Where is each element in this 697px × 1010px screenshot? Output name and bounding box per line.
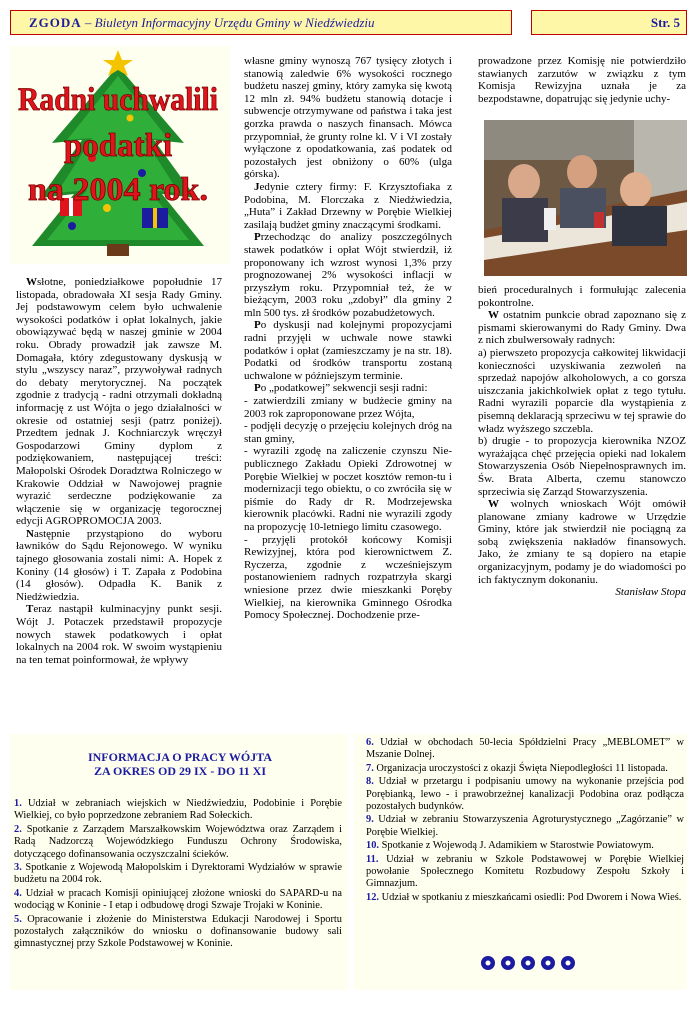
article-column-2 (244, 55, 452, 622)
info-list-item (366, 892, 684, 904)
dropcap: N (26, 527, 34, 540)
article-paragraph: prowadzone przez Komisję nie potwierdziło stawianych zarzutów w związku z tym Komisja Rewizyjna uznała je za bezpodstawne, dopatrując się jedynie uchy- (478, 55, 686, 105)
info-list-item (14, 862, 342, 887)
info-list-item (14, 888, 342, 913)
info-item-text: Spotkanie z Wojewodą Małopolskim i Dyrektorami Wydziałów w sprawie budżetu na 2004 rok. (14, 862, 342, 886)
page-number-box (531, 10, 687, 35)
info-item-number: 11. (366, 853, 379, 865)
article-column-3 (478, 284, 686, 599)
dropcap: P (254, 231, 261, 244)
info-list-left (14, 798, 342, 952)
info-list-item (14, 914, 342, 951)
info-item-number: 3. (14, 862, 22, 874)
header-dash: – (81, 14, 95, 30)
info-list-item (366, 776, 684, 813)
header-bar (10, 10, 512, 35)
article-column-3-top (478, 55, 686, 105)
dropcap: T (26, 603, 34, 616)
session-photo (484, 120, 687, 276)
info-list-item (366, 737, 684, 762)
headline-line-3: na 2004 rok. (28, 172, 208, 208)
publication-subtitle: Biuletyn Informacyjny Urzędu Gminy w Niedźwiedziu (94, 14, 375, 30)
info-list-item (366, 814, 684, 839)
info-item-number: 7. (366, 762, 374, 774)
headline-line-2: podatki (63, 128, 173, 164)
list-item: - zatwierdzili zmiany w budżecie gminy na 2003 rok zaproponowane przez Wójta, (244, 395, 452, 420)
info-item-text: Spotkanie z Wojewodą J. Adamikiem w Starostwie Powiatowym. (379, 840, 654, 852)
list-item: a) pierwszeto propozycja całkowitej likwidacji konieczności uzyskiwania zezwoleń na sprzedaż napojów alkoholowych, a co gorsza uiszczania jakichkolwiek opłat z tego tytułu. Radni wyrazili poparcie dla wystąpienia z pisemną deklaracją sprzeciwu w tej sprawie do władz wyższego szczebla. (478, 346, 686, 435)
article-paragraph: o dyskusji nad kolejnymi propozycjami radni przyjęli w uchwale nowe stawki podatków i opłat (zamieszczamy je na str. 18). Podatki od środków transportu zostaną uchwalone w późniejszym terminie. (244, 319, 452, 382)
info-item-number: 1. (14, 798, 22, 809)
info-item-number: 9. (366, 814, 374, 826)
snowflake-ornament-icon (478, 948, 578, 978)
dropcap: W (488, 498, 499, 511)
info-item-text: Udział w spotkaniu z mieszkańcami osiedli: Pod Dworem i Nowa Wieś. (379, 891, 682, 903)
article-column-1 (16, 276, 222, 666)
publication-name: ZGODA (29, 14, 82, 30)
info-item-number: 10. (366, 840, 379, 852)
info-item-text: Opracowanie i złożenie do Ministerstwa Edukacji Narodowej i Sportu pozostałych załączników do wniosku o dofinansowanie budowy sali gimnastycznej przy Szkole Podstawowej w Koninie. (14, 913, 342, 950)
article-paragraph: eraz nastąpił kulminacyjny punkt sesji. Wójt J. Potaczek przedstawił propozycje nowych stawek podatkowych i opłat lokalnych na 2004 rok. W swoim wystąpieniu na ten temat poinformował, że wpływy (16, 603, 222, 666)
article-paragraph: bień proceduralnych i formułując zalecenia pokontrolne. (478, 284, 686, 309)
info-item-text: Udział w obchodach 50-lecia Spółdzielni Pracy „MEBLOMET” w Mszanie Dolnej. (366, 737, 684, 761)
info-title (20, 750, 340, 778)
info-item-text: Spotkanie z Zarządem Marszałkowskim Województwa oraz Zarządem i Radą Nadzorczą Wojewódzkiego Funduszu Ochrony Środowiska, dotyczącego dofinansowania oczyszczalni ścieków. (14, 823, 342, 860)
article-paragraph: o „podatkowej” sekwencji sesji radni: (260, 382, 428, 395)
article-paragraph: wolnych wnioskach Wójt omówił planowane zmiany kadrowe w Urzędzie Gminy, które jak stwierdził nie pociągną za sobą zwiększenia nakładów finansowych. Jako, że zmiany te są dopiero na etapie organizacyjnym, podamy je do wiadomości po ich faktycznym dokonaniu. (478, 498, 686, 586)
info-item-text: Organizacja uroczystości z okazji Święta Niepodległości 11 listopada. (373, 762, 668, 774)
info-item-text: Udział w pracach Komisji opiniującej złożone wnioski do SAPARD-u na wodociąg w Koninie - I etap i odbudowę drogi Szwaje Trojaki w Koninie. (14, 887, 342, 912)
dropcap: J (254, 180, 260, 193)
info-item-text: Udział w przetargu i podpisaniu umowy na wykonanie przejścia pod Porębianką, lewo - i prawobrzeżnej kanalizacji Podobina oraz podłącza pozostałych budynków. (366, 776, 684, 813)
list-item: - przyjęli protokół końcowy Komisji Rewizyjnej, która pod kierownictwem Z. Ryczerza, zgodnie z wcześniejszym postanowieniem radnych rozpatrzyła skargi wniesione przez dwie mieszkanki Poręby Wielkiej, na kierownika Gminnego Ośrodka Pomocy Społecznej. Dochodzenie prze- (244, 533, 452, 622)
info-item-number: 8. (366, 776, 374, 788)
article-paragraph: astępnie przystąpiono do wyboru ławników do Sądu Rejonowego. W wyniku tajnego głosowania zostali nimi: A. Hopek z Koniny (14 głosów) i T. Zapała z Podobina (14 głosów). Odpadła K. Banik z Niedźwiedzia. (16, 527, 222, 603)
dropcap: P (254, 382, 261, 395)
info-title-line-1: INFORMACJA O PRACY WÓJTA (87, 750, 273, 764)
headline-line-1: Radni uchwalili (18, 82, 218, 118)
christmas-tree-headline-art (12, 48, 224, 258)
info-list-item (14, 798, 342, 823)
info-item-text: Udział w zebraniu Stowarzyszenia Agroturystycznego „Zagórzanie” w Porębie Wielkiej. (366, 814, 684, 838)
article-paragraph: edynie cztery firmy: F. Krzysztofiaka z Podobina, M. Florczaka z Niedźwiedzia, „Huta” i Zakład Drzewny w Porębie Wielkiej zasilają budżet gminy znaczącymi środkami. (244, 180, 452, 231)
list-item: - podjęli decyzję o przejęciu kolejnych dróg na stan gminy, (244, 420, 452, 445)
info-item-number: 5. (14, 913, 22, 925)
article-paragraph: rzechodząc do analizy poszczególnych stawek podatków i opłat Wójt stwierdził, iż proponowany ich wzrost wynosi 1,3% przy prognozowanej 2% wysokości inflacji w przyszłym roku. Przypomniał też, że w bieżącym, 2003 roku „zdobył” dla gminy 2 mln 500 tys. zł środków pozabudżetowych. (244, 231, 452, 319)
info-list-item (366, 840, 684, 852)
dropcap: W (488, 309, 499, 322)
info-list-item (14, 824, 342, 861)
dropcap: W (26, 276, 37, 288)
info-title-line-2: ZA OKRES OD 29 IX - DO 11 XI (93, 764, 267, 778)
info-item-number: 12. (366, 891, 379, 903)
list-item: - wyrazili zgodę na zaliczenie czynszu Nie-publicznego Zakładu Opieki Zdrowotnej w Porębie Wielkiej w poczet kosztów remon-tu i modernizacji tego obiektu, o co zwróciła się w piśmie do Rady dr R. Modrzejewska kierownik placówki. Radni nie wyrazili zgody na propozycję 10-letniego limitu czasowego. (244, 445, 452, 533)
article-paragraph: ostatnim punkcie obrad zapoznano się z pismami skierowanymi do Rady Gminy. Dwa z nich zbulwersowały radnych: (478, 309, 686, 347)
article-paragraph: własne gminy wynoszą 767 tysięcy złotych i stanowią zaledwie 6% wysokości rocznego budżetu naszej gminy, który zamyka się kwotą 12 mln zł. 94% budżetu stanowią dotacje i subwencje otrzymywane od państwa i taka jest gorzka prawda o naszych finansach. Mówca przypomniał, że grunty rolne kl. V i VI zostały wyłączone z opodatkowania, zaś podatek od pozostałych jest obniżony o 60% (ulga górska). (244, 55, 452, 181)
author-signature: Stanisław Stopa (615, 586, 686, 599)
info-list-right (366, 737, 684, 905)
article-paragraph: słotne, poniedziałkowe popołudnie 17 listopada, obradowała XI sesja Rady Gminy. Jej podstawowym celem było uchwalenie wysokości podatków i opłat lokalnych, jakie obowiązywać będą w naszej gminie w 2004 roku. Obrady prowadził jak zawsze M. Domagała, który zdegustowany dyskusją w stylu „wszyscy naraz”, przywoływał radnych do debaty merytorycznej. Na początek zgodnie z tradycją - radni otrzymali dokładną informację z ust Wójta o jego działalności w okresie od ostatniej sesji (patrz poniżej). Przedtem jednak J. Kochniarczyk wręczył Gospodarzowi Gminy dyplom z podziękowaniem, następującej treści: Małopolski Ośrodek Doradztwa Rolniczego w Krakowie Oddział w Nawojowej pragnie wyrazić serdeczne podziękowanie za włączenie się w organizację tegorocznej edycji AGROPROMOCJA 2003. (16, 276, 222, 528)
info-item-text: Udział w zebraniu w Szkole Podstawowej w Porębie Wielkiej powołanie Społecznego Komitetu Rozbudowy Zespołu Szkoły i Gimnazjum. (366, 853, 684, 890)
list-item: b) drugie - to propozycja kierownika NZOZ wyrażająca chęć przejęcia opieki nad lokalem Stowarzyszenia Osób Niepełnosprawnych im. Św. Brata Alberta, czemu stanowczo sprzeciwia się Zarząd Stowarzyszenia. (478, 435, 686, 498)
info-item-number: 4. (14, 887, 22, 899)
page-number: Str. 5 (650, 14, 680, 30)
info-item-number: 2. (14, 823, 22, 835)
info-list-item (366, 763, 684, 775)
info-item-text: Udział w zebraniach wiejskich w Niedźwiedziu, Podobinie i Porębie Wielkiej, co było poprzedzone zebraniem Rad Sołeckich. (14, 798, 342, 822)
dropcap: P (254, 319, 261, 332)
info-item-number: 6. (366, 737, 374, 748)
info-list-item (366, 854, 684, 891)
